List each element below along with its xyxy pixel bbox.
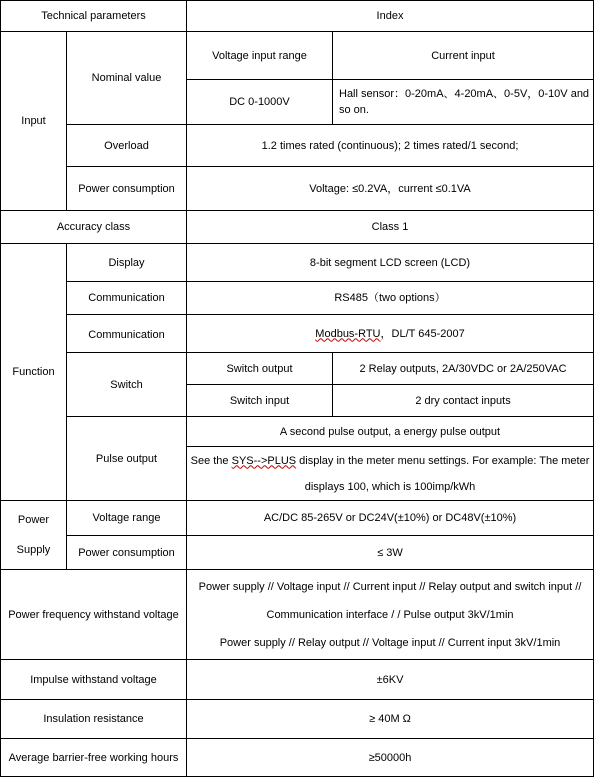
display-value: 8-bit segment LCD screen (LCD) bbox=[187, 244, 594, 282]
pulse-output-line-1: A second pulse output, a energy pulse output bbox=[187, 417, 594, 447]
accuracy-class-value: Class 1 bbox=[187, 211, 594, 244]
voltage-input-value: DC 0-1000V bbox=[187, 80, 333, 125]
overload-value: 1.2 times rated (continuous); 2 times rated/1 second; bbox=[187, 125, 594, 167]
mtbf-label: Average barrier-free working hours bbox=[1, 739, 187, 777]
switch-output-label: Switch output bbox=[187, 353, 333, 385]
accuracy-class-label: Accuracy class bbox=[1, 211, 187, 244]
input-label: Input bbox=[1, 32, 67, 211]
withstand-line-1: Power supply // Voltage input // Current input // Relay output and switch input // bbox=[198, 580, 582, 593]
mtbf-value: ≥50000h bbox=[187, 739, 594, 777]
withstand-line-3: Power supply // Relay output // Voltage input // Current input 3kV/1min bbox=[219, 636, 561, 649]
header-technical-parameters: Technical parameters bbox=[1, 1, 187, 32]
insulation-resistance-value: ≥ 40M Ω bbox=[187, 700, 594, 739]
power-frequency-withstand-value bbox=[187, 570, 594, 660]
supply-power-consumption-label: Power consumption bbox=[67, 536, 187, 570]
communication-value: RS485（two options） bbox=[187, 282, 594, 315]
communication-protocol-label: Communication bbox=[67, 315, 187, 353]
input-power-consumption-label: Power consumption bbox=[67, 167, 187, 211]
current-input-heading: Current input bbox=[333, 32, 594, 80]
function-label: Function bbox=[1, 244, 67, 501]
pulse-output-line-3: displays 100, which is 100imp/kWh bbox=[304, 480, 476, 493]
header-index: Index bbox=[187, 1, 594, 32]
impulse-withstand-label: Impulse withstand voltage bbox=[1, 660, 187, 700]
switch-input-label: Switch input bbox=[187, 385, 333, 417]
sys-plus-text: SYS-->PLUS bbox=[231, 454, 297, 467]
voltage-range-value: AC/DC 85-265V or DC24V(±10%) or DC48V(±10%) bbox=[187, 501, 594, 536]
pulse-output-description bbox=[187, 447, 594, 501]
insulation-resistance-label: Insulation resistance bbox=[1, 700, 187, 739]
switch-input-value: 2 dry contact inputs bbox=[333, 385, 594, 417]
voltage-range-label: Voltage range bbox=[67, 501, 187, 536]
pulse-output-label: Pulse output bbox=[67, 417, 187, 501]
display-label: Display bbox=[67, 244, 187, 282]
pulse-output-line-2: See the SYS-->PLUS display in the meter menu settings. For example: The meter bbox=[190, 454, 590, 467]
supply-power-consumption-value: ≤ 3W bbox=[187, 536, 594, 570]
voltage-input-range-heading: Voltage input range bbox=[187, 32, 333, 80]
communication-label: Communication bbox=[67, 282, 187, 315]
power-frequency-withstand-label: Power frequency withstand voltage bbox=[1, 570, 187, 660]
input-power-consumption-value: Voltage: ≤0.2VA，current ≤0.1VA bbox=[187, 167, 594, 211]
withstand-line-2: Communication interface / / Pulse output 3kV/1min bbox=[266, 608, 514, 621]
modbus-rtu-text: Modbus-RTU bbox=[315, 327, 381, 340]
nominal-value-label: Nominal value bbox=[67, 32, 187, 125]
switch-output-value: 2 Relay outputs, 2A/30VDC or 2A/250VAC bbox=[333, 353, 594, 385]
power-supply-label: Power Supply bbox=[1, 501, 67, 570]
overload-label: Overload bbox=[67, 125, 187, 167]
communication-protocol-value bbox=[187, 315, 594, 353]
switch-label: Switch bbox=[67, 353, 187, 417]
impulse-withstand-value: ±6KV bbox=[187, 660, 594, 700]
current-input-value: Hall sensor：0-20mA、4-20mA、0-5V，0-10V and so on. bbox=[333, 80, 594, 125]
dlt-645-text: ，DL/T 645-2007 bbox=[380, 327, 465, 340]
